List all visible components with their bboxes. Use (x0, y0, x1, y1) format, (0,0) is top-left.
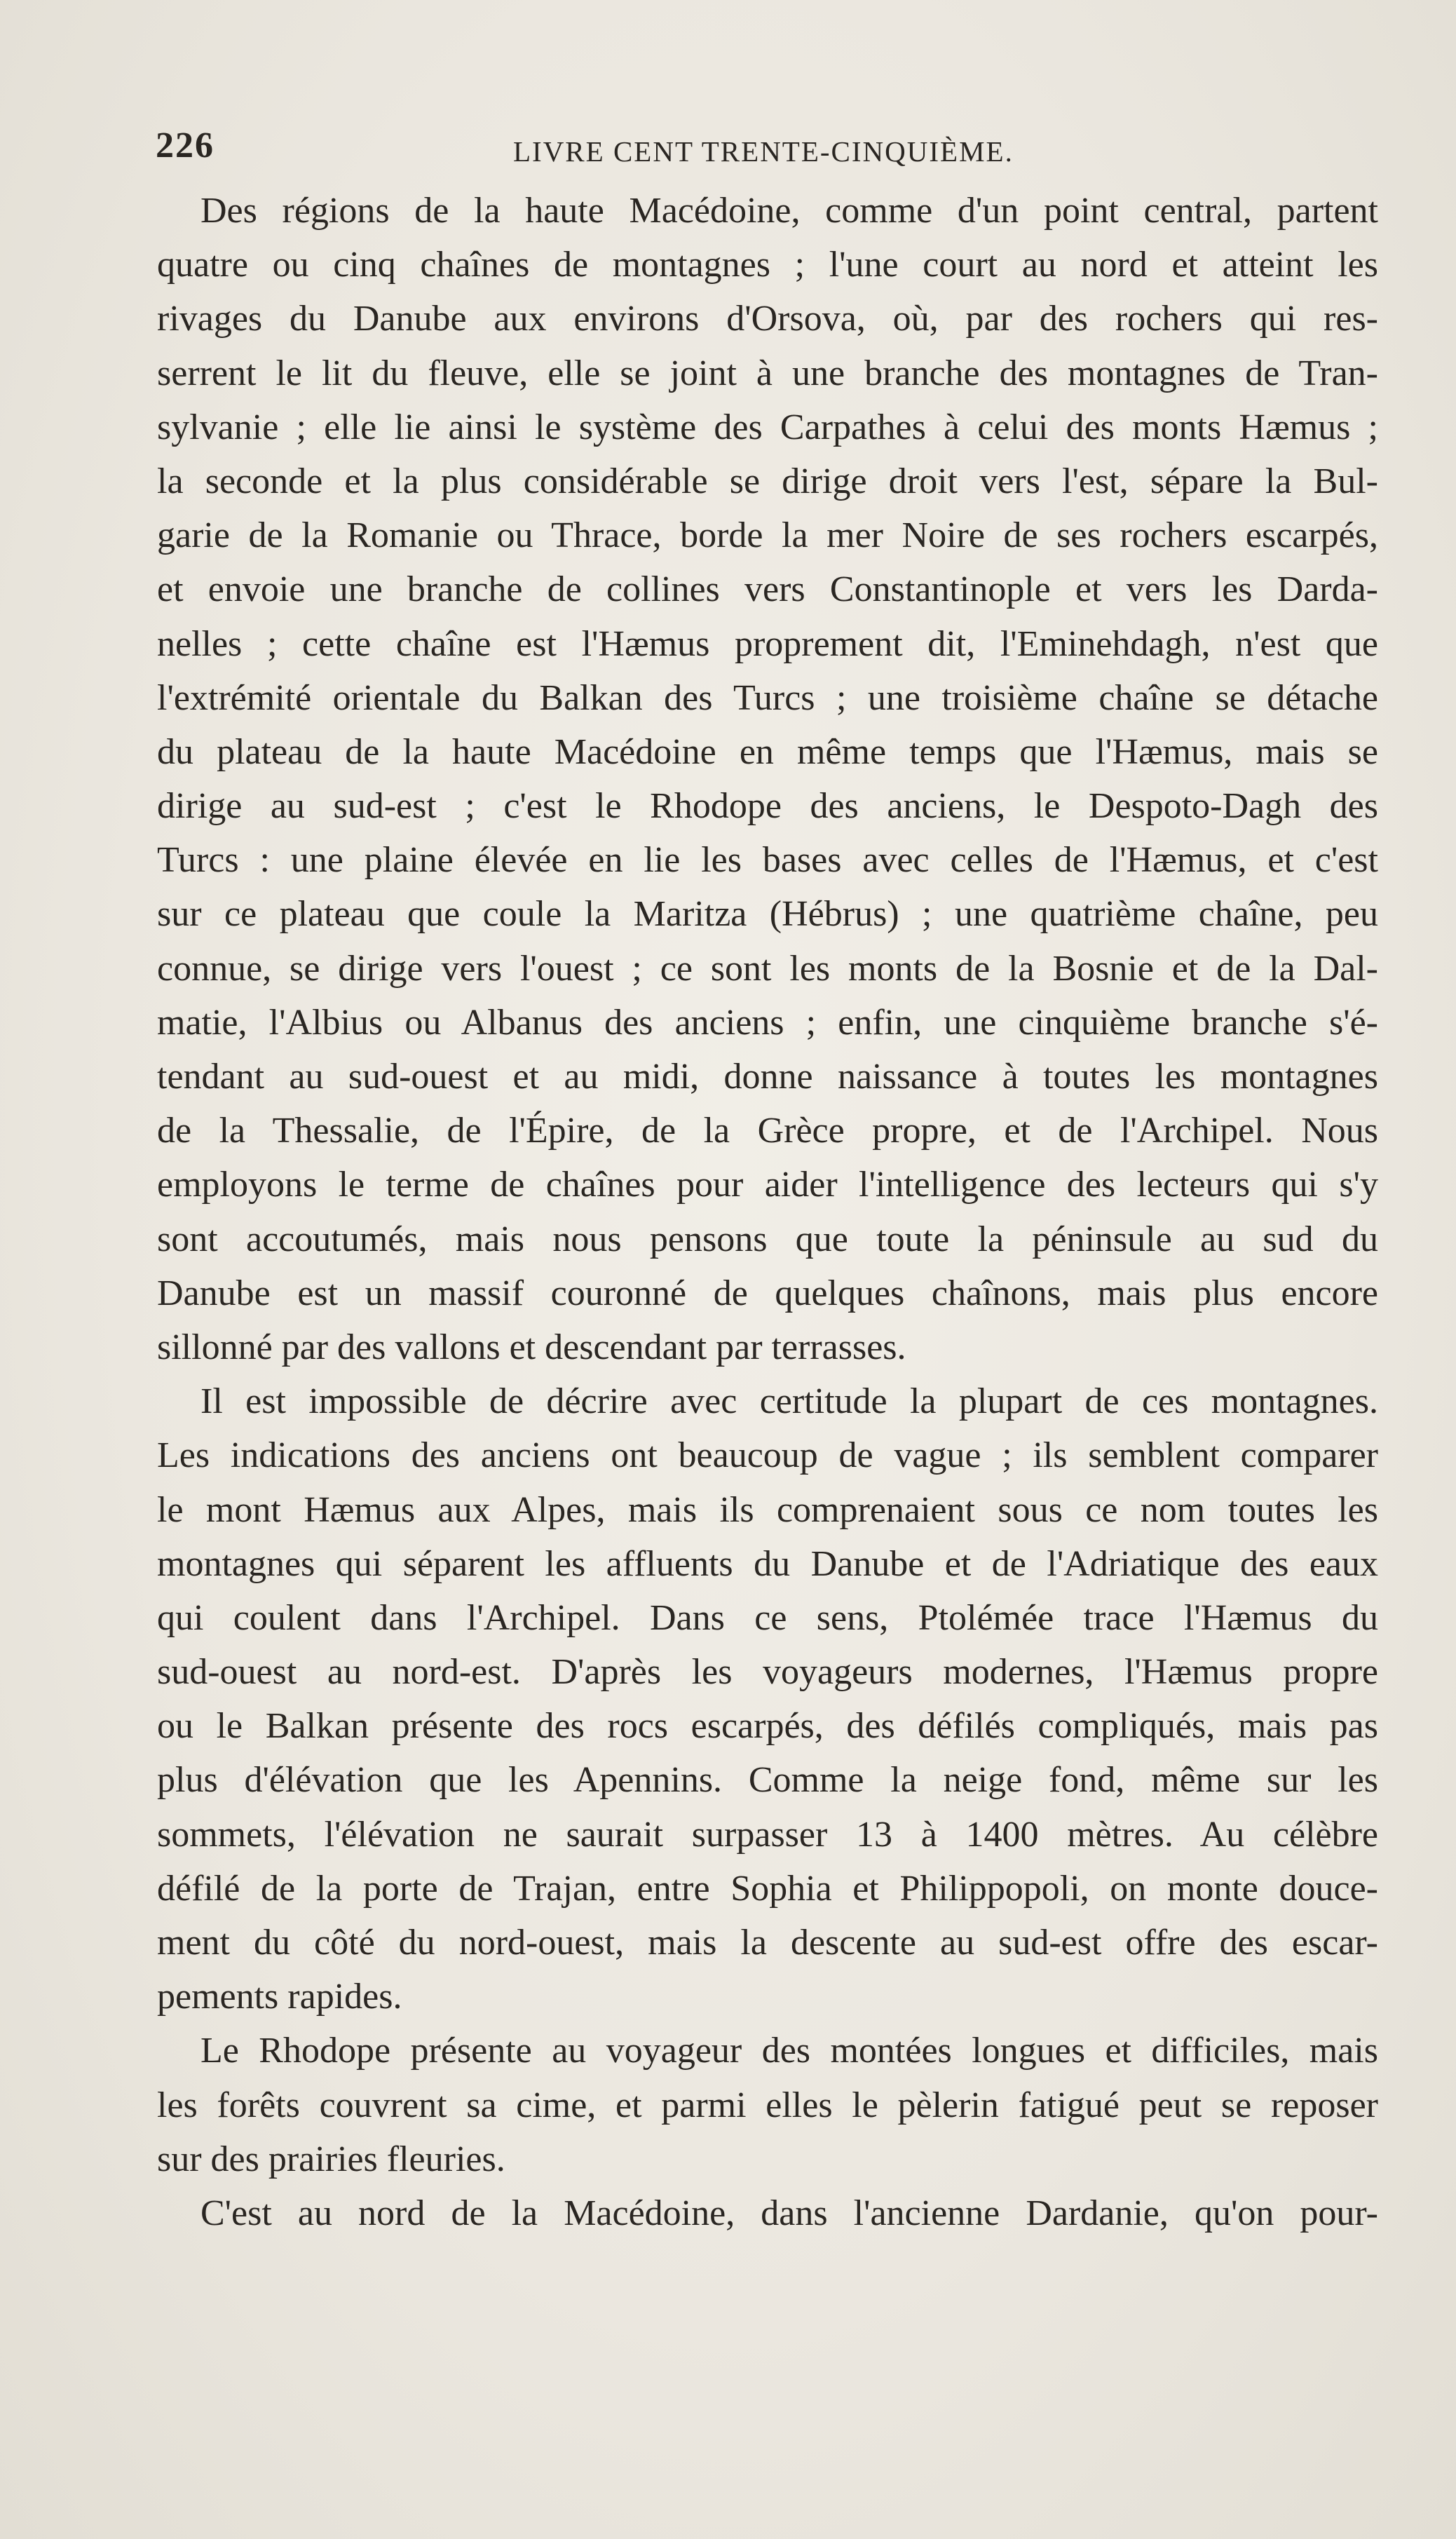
text-line: de la Thessalie, de l'Épire, de la Grèce propre, et de l'Archipel. Nous (157, 1111, 1378, 1151)
text-line: serrent le lit du fleuve, elle se joint à une branche des montagnes de Tran- (157, 353, 1378, 393)
text-line: les forêts couvrent sa cime, et parmi elles le pèlerin fatigué peut se reposer (157, 2085, 1378, 2125)
text-line: sud-ouest au nord-est. D'après les voyageurs modernes, l'Hæmus propre (157, 1652, 1378, 1693)
text-line: sur ce plateau que coule la Maritza (Hébrus) ; une quatrième chaîne, peu (157, 894, 1378, 935)
running-title: LIVRE CENT TRENTE-CINQUIÈME. (513, 135, 1014, 168)
text-line: l'extrémité orientale du Balkan des Turcs ; une troisième chaîne se détache (157, 677, 1378, 718)
text-line: quatre ou cinq chaînes de montagnes ; l'une court au nord et atteint les (157, 245, 1378, 285)
text-line: ment du côté du nord-ouest, mais la descente au sud-est offre des escar- (157, 1923, 1378, 1963)
text-line: Le Rhodope présente au voyageur des montées longues et difficiles, mais (200, 2031, 1378, 2071)
text-line: défilé de la porte de Trajan, entre Sophia et Philippopoli, on monte douce- (157, 1868, 1378, 1909)
text-line: connue, se dirige vers l'ouest ; ce sont les monts de la Bosnie et de la Dal- (157, 948, 1378, 989)
text-line: sommets, l'élévation ne saurait surpasser 13 à 1400 mètres. Au célèbre (157, 1814, 1378, 1855)
text-line: du plateau de la haute Macédoine en même temps que l'Hæmus, mais se (157, 731, 1378, 772)
text-line: plus d'élévation que les Apennins. Comme la neige fond, même sur les (157, 1760, 1378, 1801)
text-line: employons le terme de chaînes pour aider l'intelligence des lecteurs qui s'y (157, 1165, 1378, 1205)
text-line: Turcs : une plaine élevée en lie les bases avec celles de l'Hæmus, et c'est (157, 840, 1378, 881)
body-text (157, 184, 1378, 2240)
running-head (156, 125, 1361, 174)
text-line: sur des prairies fleuries. (157, 2139, 505, 2179)
text-line: C'est au nord de la Macédoine, dans l'ancienne Dardanie, qu'on pour- (200, 2193, 1378, 2233)
text-line: Des régions de la haute Macédoine, comme d'un point central, partent (200, 191, 1378, 231)
text-line: Danube est un massif couronné de quelques chaînons, mais plus encore (157, 1273, 1378, 1313)
text-line: rivages du Danube aux environs d'Orsova, où, par des rochers qui res- (157, 299, 1378, 339)
text-line: sont accoutumés, mais nous pensons que toute la péninsule au sud du (157, 1219, 1378, 1259)
text-line: matie, l'Albius ou Albanus des anciens ; enfin, une cinquième branche s'é- (157, 1002, 1378, 1043)
text-line: qui coulent dans l'Archipel. Dans ce sens, Ptolémée trace l'Hæmus du (157, 1597, 1378, 1638)
text-line: sylvanie ; elle lie ainsi le système des Carpathes à celui des monts Hæmus ; (157, 407, 1378, 447)
text-line: nelles ; cette chaîne est l'Hæmus proprement dit, l'Eminehdagh, n'est que (157, 623, 1378, 664)
text-line: Les indications des anciens ont beaucoup de vague ; ils semblent comparer (157, 1435, 1378, 1476)
text-line: pements rapides. (157, 1977, 402, 2017)
text-line: garie de la Romanie ou Thrace, borde la mer Noire de ses rochers escarpés, (157, 515, 1378, 556)
text-line: montagnes qui séparent les affluents du Danube et de l'Adriatique des eaux (157, 1543, 1378, 1584)
text-line: Il est impossible de décrire avec certitude la plupart de ces montagnes. (200, 1381, 1378, 1422)
text-line: ou le Balkan présente des rocs escarpés, des défilés compliqués, mais pas (157, 1706, 1378, 1747)
text-line: la seconde et la plus considérable se dirige droit vers l'est, sépare la Bul- (157, 461, 1378, 501)
text-line: le mont Hæmus aux Alpes, mais ils comprenaient sous ce nom toutes les (157, 1489, 1378, 1530)
page-number: 226 (156, 126, 215, 165)
text-line: dirige au sud-est ; c'est le Rhodope des anciens, le Despoto-Dagh des (157, 786, 1378, 827)
text-line: et envoie une branche de collines vers Constantinople et vers les Darda- (157, 569, 1378, 610)
text-line: sillonné par des vallons et descendant par terrasses. (157, 1327, 906, 1367)
text-line: tendant au sud-ouest et au midi, donne naissance à toutes les montagnes (157, 1057, 1378, 1097)
